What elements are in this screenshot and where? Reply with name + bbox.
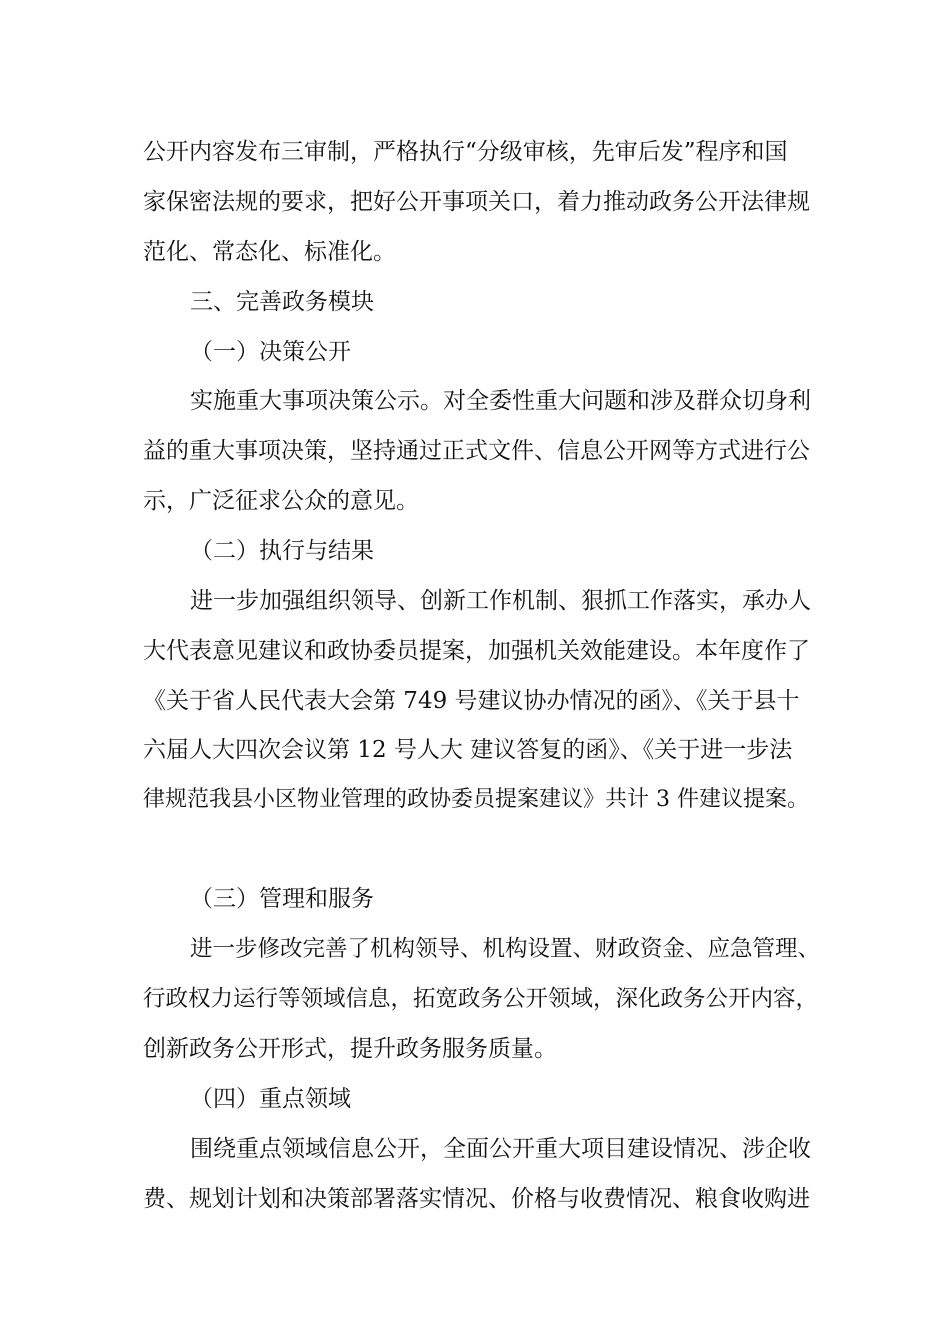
paragraph-line: 家保密法规的要求，把好公开事项关口，着力推动政务公开法律规 <box>143 189 810 215</box>
paragraph-line: 六届人大四次会议第 12 号人大 建议答复的函》、《关于进一步法 <box>143 737 793 763</box>
paragraph-line: 进一步加强组织领导、创新工作机制、狠抓工作落实，承办人 <box>190 588 811 614</box>
subsection-heading: （一）决策公开 <box>190 339 351 365</box>
paragraph-line: 律规范我县小区物业管理的政协委员提案建议》共计 3 件建议提案。 <box>143 787 809 812</box>
paragraph-line: 示，广泛征求公众的意见。 <box>143 488 419 514</box>
paragraph-line: 《关于省人民代表大会第 749 号建议协办情况的函》、《关于县十 <box>143 688 800 714</box>
subsection-heading: （二）执行与结果 <box>190 538 374 564</box>
paragraph-line: 费、规划计划和决策部署落实情况、价格与收费情况、粮食收购进 <box>143 1186 810 1212</box>
paragraph-line: 行政权力运行等领域信息，拓宽政务公开领域，深化政务公开内容， <box>143 986 819 1012</box>
paragraph-line: 创新政务公开形式，提升政务服务质量。 <box>143 1036 557 1062</box>
paragraph-line: 范化、常态化、标准化。 <box>143 239 396 265</box>
paragraph-line: 实施重大事项决策公示。对全委性重大问题和涉及群众切身利 <box>190 388 811 414</box>
paragraph-line: 进一步修改完善了机构领导、机构设置、财政资金、应急管理、 <box>190 936 821 962</box>
section-heading: 三、完善政务模块 <box>190 289 374 315</box>
paragraph-line: 围绕重点领域信息公开，全面公开重大项目建设情况、涉企收 <box>190 1136 811 1162</box>
paragraph-line: 公开内容发布三审制，严格执行“分级审核，先审后发”程序和国 <box>143 139 788 165</box>
subsection-heading: （四）重点领域 <box>190 1086 351 1112</box>
paragraph-line: 大代表意见建议和政协委员提案，加强机关效能建设。本年度作了 <box>143 638 810 664</box>
paragraph-line: 益的重大事项决策，坚持通过正式文件、信息公开网等方式进行公 <box>143 438 810 464</box>
subsection-heading: （三）管理和服务 <box>190 886 374 912</box>
